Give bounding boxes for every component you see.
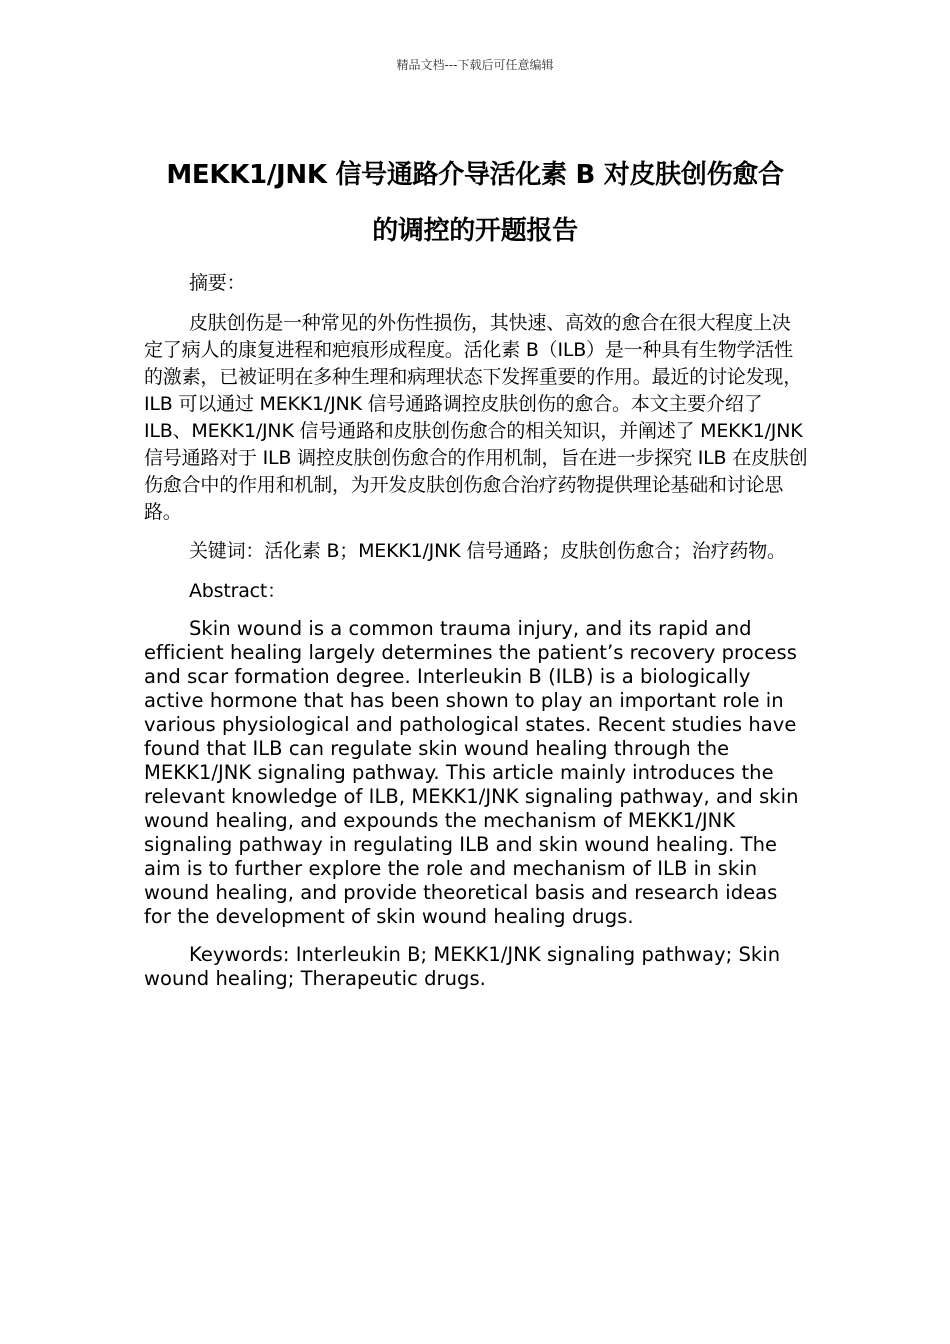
keywords-cn: 关键词：活化素 B；MEKK1/JNK 信号通路；皮肤创伤愈合；治疗药物。 [189,540,786,562]
header-watermark-text: 精品文档---下载后可任意编辑 [396,58,554,72]
title-line-2: 的调控的开题报告 [372,216,578,247]
abstract-en-body: Skin wound is a common trauma injury, and its rapid and efficient healing largely determines the patient’s recovery process and scar formation degree. Interleukin B (ILB) is a biologically active hormone that has been shown to play an important role in various physiological and pathological states. Recent studies have found that ILB can regulate skin wound healing through the MEKK1/JNK signaling pathway. This article mainly introduces the relevant knowledge of ILB, MEKK1/JNK signaling pathway, and skin wound healing, and expounds the mechanism of MEKK1/JNK signaling pathway in regulating ILB and skin wound healing. The aim is to further explore the role and mechanism of ILB in skin wound healing, and provide theoretical basis and research ideas for the development of skin wound healing drugs. [144,617,799,928]
document-body [144,270,808,991]
abstract-en-heading: Abstract： [189,580,286,602]
abstract-cn-heading: 摘要： [189,272,246,294]
keywords-en: Keywords: Interleukin B; MEKK1/JNK signaling pathway; Skin wound healing; Therapeutic drugs. [144,943,781,990]
abstract-cn-body: 皮肤创伤是一种常见的外伤性损伤，其快速、高效的愈合在很大程度上决定了病人的康复进程和疤痕形成程度。活化素 B（ILB）是一种具有生物学活性的激素，已被证明在多种生理和病理状态下发挥重要的作用。最近的讨论发现，ILB 可以通过 MEKK1/JNK 信号通路调控皮肤创伤的愈合。本文主要介绍了 ILB、MEKK1/JNK 信号通路和皮肤创伤愈合的相关知识，并阐述了 MEKK1/JNK 信号通路对于 ILB 调控皮肤创伤愈合的作用机制，旨在进一步探究 ILB 在皮肤创伤愈合中的作用和机制，为开发皮肤创伤愈合治疗药物提供理论基础和讨论思路。 [144,312,808,523]
document-title [120,147,830,259]
title-line-1: MEKK1/JNK 信号通路介导活化素 B 对皮肤创伤愈合 [166,160,784,191]
